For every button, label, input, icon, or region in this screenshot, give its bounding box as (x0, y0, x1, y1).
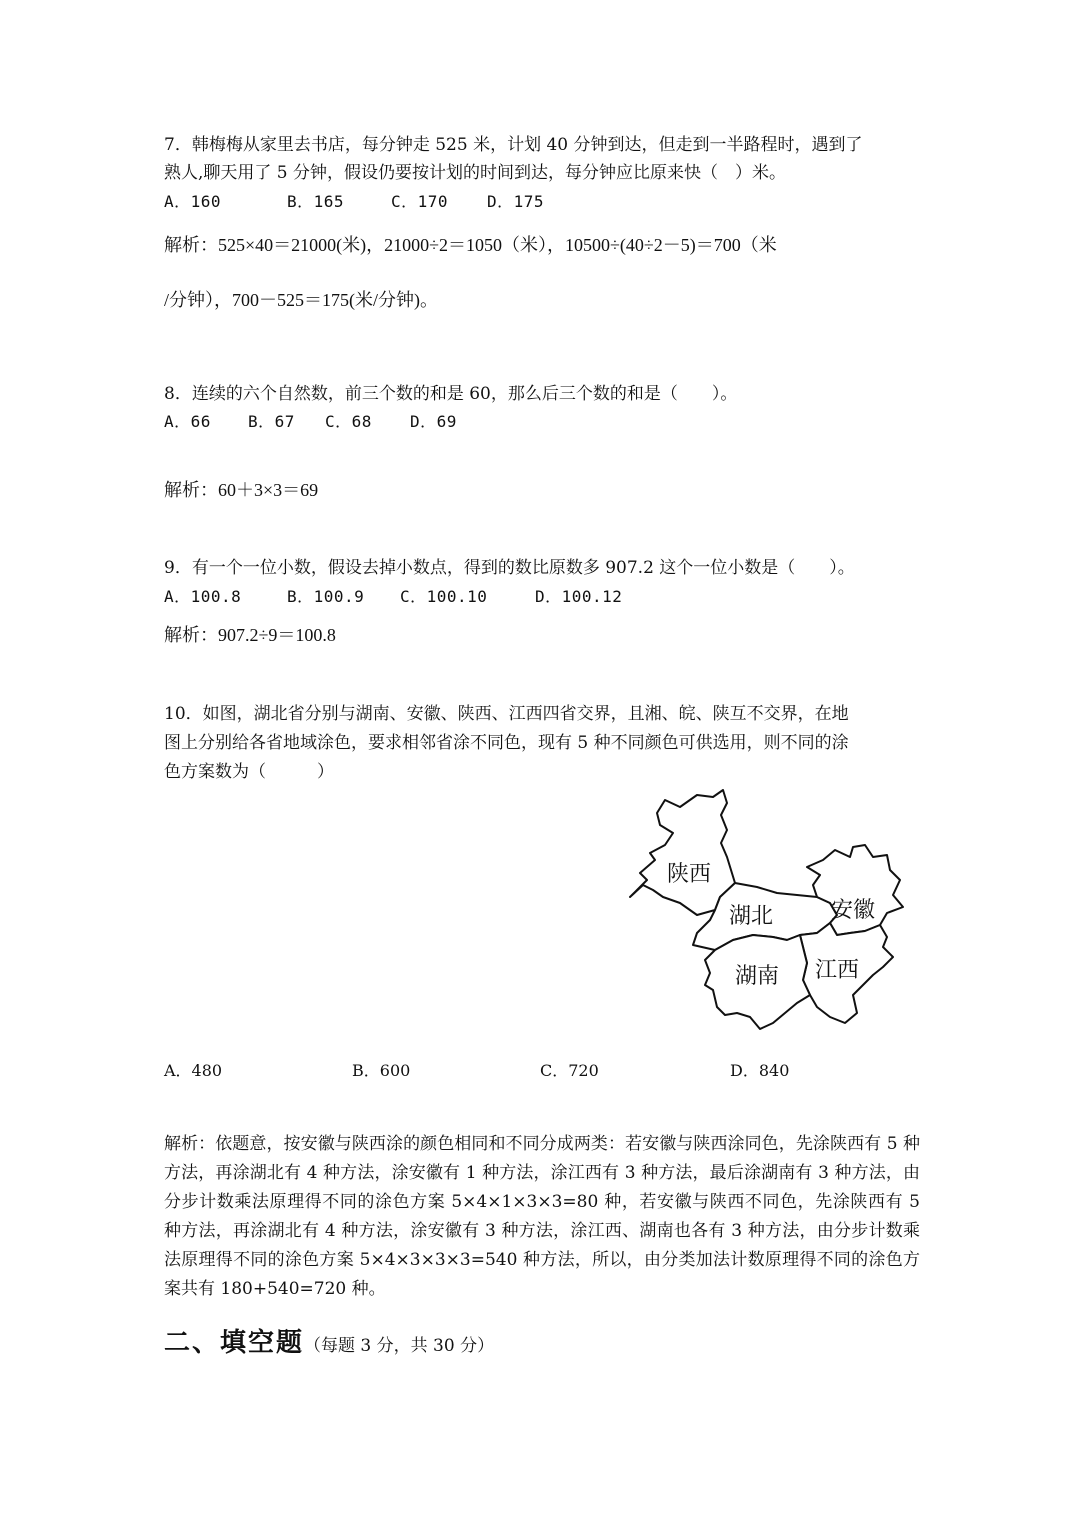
map-label-shaanxi: 陕西 (667, 862, 712, 887)
q8-analysis: 解析：60＋3×3＝69 (164, 480, 319, 500)
shaanxi-region (630, 790, 735, 915)
q9-stem: 9．有一个一位小数，假设去掉小数点，得到的数比原数多 907.2 这个一位小数是（ ）。 (164, 558, 855, 578)
q7-option-b: B．165 (287, 192, 345, 211)
q9-option-d: D．100.12 (535, 587, 623, 606)
q7-analysis-line1: 解析：525×40＝21000(米)，21000÷2＝1050（米），10500÷(40÷2－5)＝700（米 (164, 235, 777, 255)
q7-stem-line2: 熟人,聊天用了 5 分钟，假设仍要按计划的时间到达，每分钟应比原来快（ ）米。 (164, 163, 787, 183)
q8-option-b: B．67 (248, 412, 295, 431)
q7-analysis-line2: /分钟），700－525＝175(米/分钟)。 (164, 290, 438, 310)
q9-option-a: A．100.8 (164, 587, 242, 606)
section-2-note: （每题 3 分，共 30 分） (304, 1336, 495, 1356)
q9-analysis: 解析：907.2÷9＝100.8 (164, 625, 336, 645)
q10-stem-line1: 10．如图，湖北省分别与湖南、安徽、陕西、江西四省交界，且湘、皖、陕互不交界，在地 (164, 704, 849, 724)
q10-option-d: D．840 (730, 1061, 790, 1080)
q7-option-d: D．175 (487, 192, 545, 211)
q7-option-a: A．160 (164, 192, 222, 211)
section-2-title: 二、填空题 (164, 1328, 305, 1358)
q10-analysis: 解析：依题意，按安徽与陕西涂的颜色相同和不同分成两类：若安徽与陕西涂同色，先涂陕西有 5 种方法，再涂湖北有 4 种方法，涂安徽有 1 种方法，涂江西有 3 种方法，最后涂湖南有 3 种方法，由分步计数乘法原理得不同的涂色方案 5×4×1×3×3=80 种，若安徽与陕西不同色，先涂陕西有 5 种方法，再涂湖北有 4 种方法，涂安徽有 3 种方法，涂江西、湖南也各有 3 种方法，由分步计数乘法原理得不同的涂色方案 5×4×3×3×3=540 种方法，所以，由分类加法计数原理得不同的涂色方案共有 180+540=720 种。 (164, 1134, 920, 1299)
province-map-figure (625, 785, 905, 1035)
map-label-anhui: 安徽 (831, 898, 876, 923)
q8-option-c: C．68 (325, 412, 372, 431)
q10-stem-line3: 色方案数为（ ） (164, 762, 334, 782)
map-label-jiangxi: 江西 (815, 958, 860, 983)
q10-option-c: C．720 (540, 1061, 599, 1080)
q7-stem-line1: 7．韩梅梅从家里去书店，每分钟走 525 米，计划 40 分钟到达，但走到一半路程时，遇到了 (164, 135, 863, 155)
map-label-hunan: 湖南 (735, 964, 780, 989)
map-label-hubei: 湖北 (729, 904, 774, 929)
q10-option-a: A．480 (164, 1061, 223, 1080)
q8-stem: 8．连续的六个自然数，前三个数的和是 60，那么后三个数的和是（ ）。 (164, 384, 738, 404)
q8-option-a: A．66 (164, 412, 211, 431)
q8-option-d: D．69 (410, 412, 457, 431)
q10-option-b: B．600 (352, 1061, 411, 1080)
q7-option-c: C．170 (391, 192, 449, 211)
section-2-heading (164, 1322, 494, 1359)
q10-stem-line2: 图上分别给各省地域涂色，要求相邻省涂不同色，现有 5 种不同颜色可供选用，则不同的涂 (164, 733, 849, 753)
q9-option-c: C．100.10 (400, 587, 488, 606)
q9-option-b: B．100.9 (287, 587, 365, 606)
